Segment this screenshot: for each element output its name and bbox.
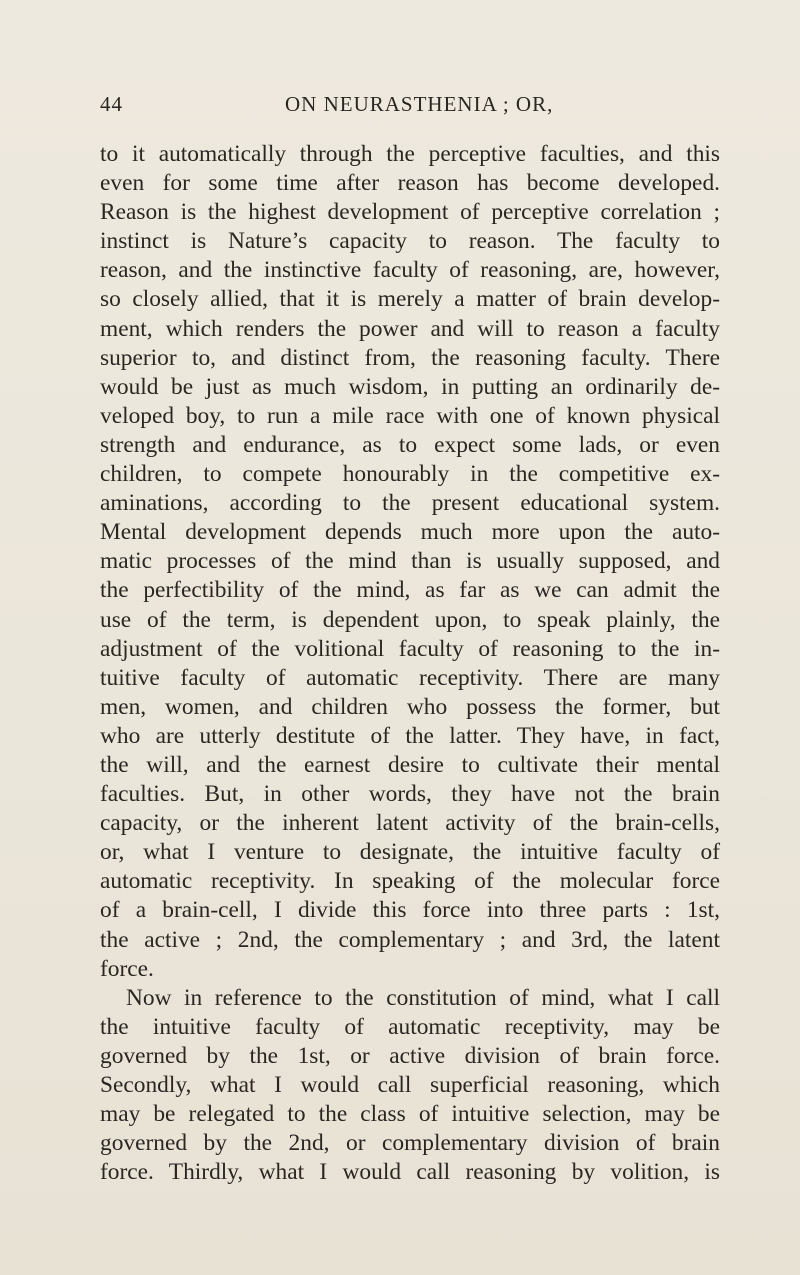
text-line: Secondly, what I would call superficial reasoning, which — [100, 1072, 720, 1098]
text-line: the active ; 2nd, the complementary ; and 3rd, the latent — [100, 926, 720, 953]
text-line: Mental development depends much more upon the auto- — [100, 519, 720, 546]
text-line: who are utterly destitute of the latter. They have, in fact, — [100, 722, 720, 749]
running-title: ON NEURASTHENIA ; OR, — [285, 92, 554, 116]
page-header — [100, 89, 720, 119]
text-line: use of the term, is dependent upon, to speak plainly, the — [100, 606, 720, 633]
text-line: faculties. But, in other words, they have not the brain — [100, 781, 720, 808]
text-line: matic processes of the mind than is usually supposed, and — [100, 548, 720, 575]
text-line: strength and endurance, as to expect some lads, or even — [100, 431, 720, 458]
text-line: instinct is Nature’s capacity to reason. The faculty to — [100, 228, 720, 255]
text-line: Now in reference to the constitution of mind, what I call — [126, 984, 720, 1011]
text-line: so closely allied, that it is merely a matter of brain develop- — [100, 286, 720, 313]
text-line: to it automatically through the perceptive faculties, and this — [100, 141, 720, 167]
text-line: superior to, and distinct from, the reasoning faculty. There — [100, 344, 720, 371]
text-line: force. — [100, 955, 154, 982]
text-line: even for some time after reason has become developed. — [100, 170, 720, 197]
text-line: governed by the 1st, or active division of brain force. — [100, 1042, 720, 1069]
text-line: ment, which renders the power and will to reason a faculty — [100, 315, 720, 342]
text-line: men, women, and children who possess the former, but — [100, 693, 720, 720]
text-line: capacity, or the inherent latent activity of the brain-cells, — [100, 810, 720, 837]
text-line: tuitive faculty of automatic receptivity. There are many — [100, 664, 720, 691]
page-number: 44 — [100, 92, 123, 116]
text-line: or, what I venture to designate, the intuitive faculty of — [100, 839, 720, 866]
text-line: may be relegated to the class of intuitive selection, may be — [100, 1101, 720, 1128]
text-line: reason, and the instinctive faculty of reasoning, are, however, — [100, 257, 720, 284]
text-line: of a brain-cell, I divide this force into three parts : 1st, — [100, 897, 720, 924]
text-line: automatic receptivity. In speaking of the molecular force — [100, 868, 720, 895]
text-line: force. Thirdly, what I would call reasoning by volition, is — [100, 1159, 720, 1186]
text-line: the intuitive faculty of automatic receptivity, may be — [100, 1013, 720, 1040]
text-line: Reason is the highest development of perceptive correlation ; — [100, 199, 720, 226]
paragraph-1 — [100, 140, 720, 984]
body-text — [100, 140, 720, 1187]
text-line: governed by the 2nd, or complementary division of brain — [100, 1130, 720, 1157]
text-line: the will, and the earnest desire to cultivate their mental — [100, 751, 720, 778]
text-line: would be just as much wisdom, in putting an ordinarily de- — [100, 373, 720, 400]
text-line: veloped boy, to run a mile race with one of known physical — [100, 402, 720, 429]
text-line: the perfectibility of the mind, as far as we can admit the — [100, 577, 720, 604]
paragraph-2 — [100, 984, 720, 1188]
text-line: adjustment of the volitional faculty of reasoning to the in- — [100, 635, 720, 662]
text-line: aminations, according to the present educational system. — [100, 490, 720, 517]
text-line: children, to compete honourably in the competitive ex- — [100, 461, 720, 488]
